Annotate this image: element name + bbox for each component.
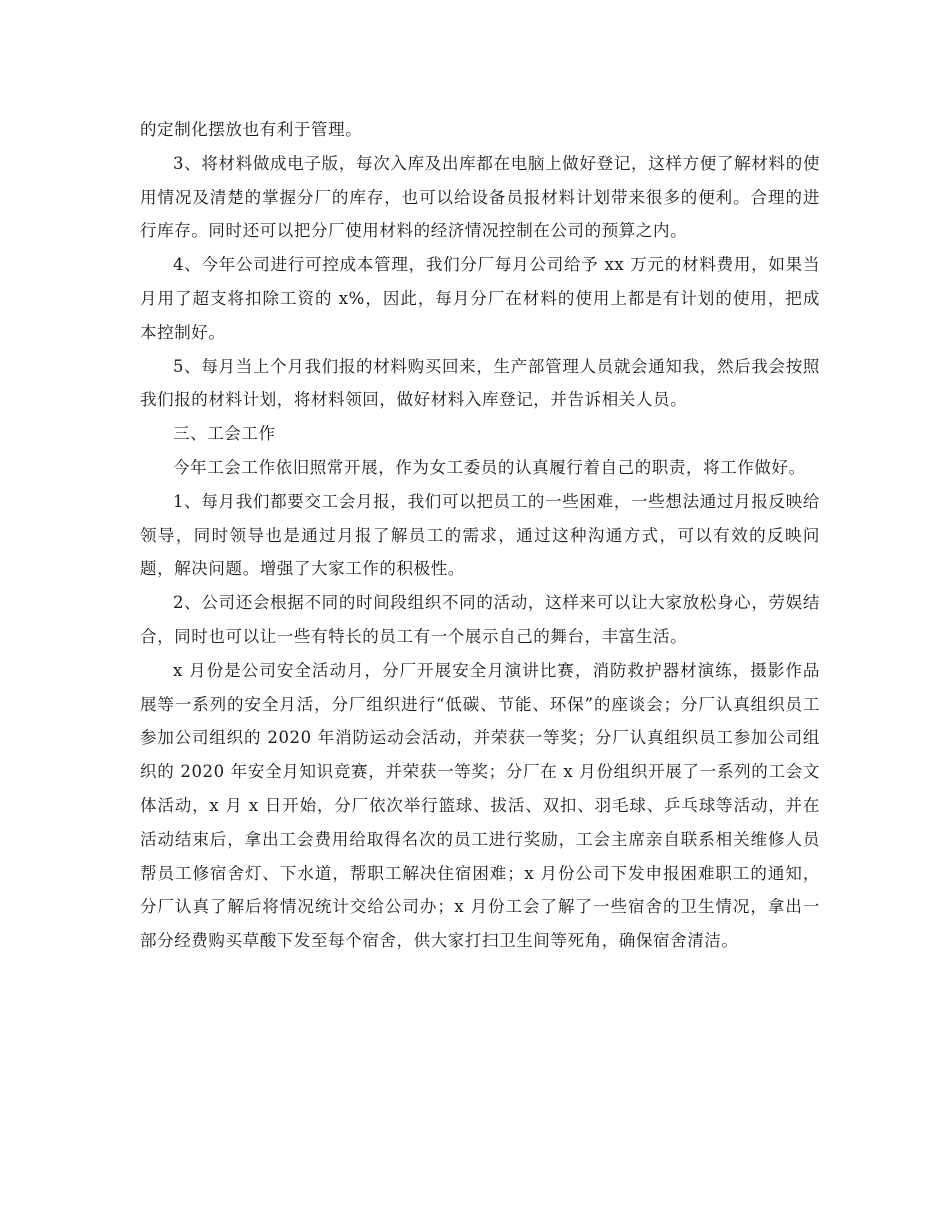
paragraph-union-item-1: 1、每月我们都要交工会月报，我们可以把员工的一些困难，一些想法通过月报反映给领导，同时领导也是通过月报了解员工的需求，通过这种沟通方式，可以有效的反映问题，解决问题。增强了大家工作的积极性。 (140, 491, 820, 579)
paragraph-safety-month: x 月份是公司安全活动月，分厂开展安全月演讲比赛，消防救护器材演练，摄影作品展等一系列的安全月活，分厂组织进行“低碳、节能、环保”的座谈会；分厂认真组织员工参加公司组织的 2020 年消防运动会活动，并荣获一等奖；分厂认真组织员工参加公司组织的 2020 年安全月知识竞赛，并荣获一等奖；分厂在 x 月份组织开展了一系列的工会文体活动，x 月 x 日开始，分厂依次举行篮球、拔活、双扣、羽毛球、乒乓球等活动，并在活动结束后，拿出工会费用给取得名次的员工进行奖励，工会主席亲自联系相关维修人员帮员工修宿舍灯、下水道，帮职工解决住宿困难；x 月份公司下发申报困难职工的通知，分厂认真了解后将情况统计交给公司办；x 月份工会了解了一些宿舍的卫生情况，拿出一部分经费购买草酸下发至每个宿舍，供大家打扫卫生间等死角，确保宿舍清洁。 (140, 660, 820, 951)
paragraph-item-4: 4、今年公司进行可控成本管理，我们分厂每月公司给予 xx 万元的材料费用，如果当月用了超支将扣除工资的 x%，因此，每月分厂在材料的使用上都是有计划的使用，把成本控制好。 (140, 255, 820, 342)
section-heading-union-work: 三、工会工作 (173, 424, 276, 444)
paragraph-item-5: 5、每月当上个月我们报的材料购买回来，生产部管理人员就会通知我，然后我会按照我们报的材料计划，将材料领回，做好材料入库登记，并告诉相关人员。 (140, 356, 820, 410)
paragraph-item-3: 3、将材料做成电子版，每次入库及出库都在电脑上做好登记，这样方便了解材料的使用情况及清楚的掌握分厂的库存，也可以给设备员报材料计划带来很多的便利。合理的进行库存。同时还可以把分厂使用材料的经济情况控制在公司的预算之内。 (140, 153, 820, 241)
document-body (140, 113, 820, 958)
paragraph-union-intro: 今年工会工作依旧照常开展，作为女工委员的认真履行着自己的职责，将工作做好。 (173, 457, 806, 477)
paragraph-union-item-2: 2、公司还会根据不同的时间段组织不同的活动，这样来可以让大家放松身心，劳娱结合，同时也可以让一些有特长的员工有一个展示自己的舞台，丰富生活。 (140, 593, 820, 646)
paragraph-continuation: 的定制化摆放也有利于管理。 (140, 120, 363, 139)
